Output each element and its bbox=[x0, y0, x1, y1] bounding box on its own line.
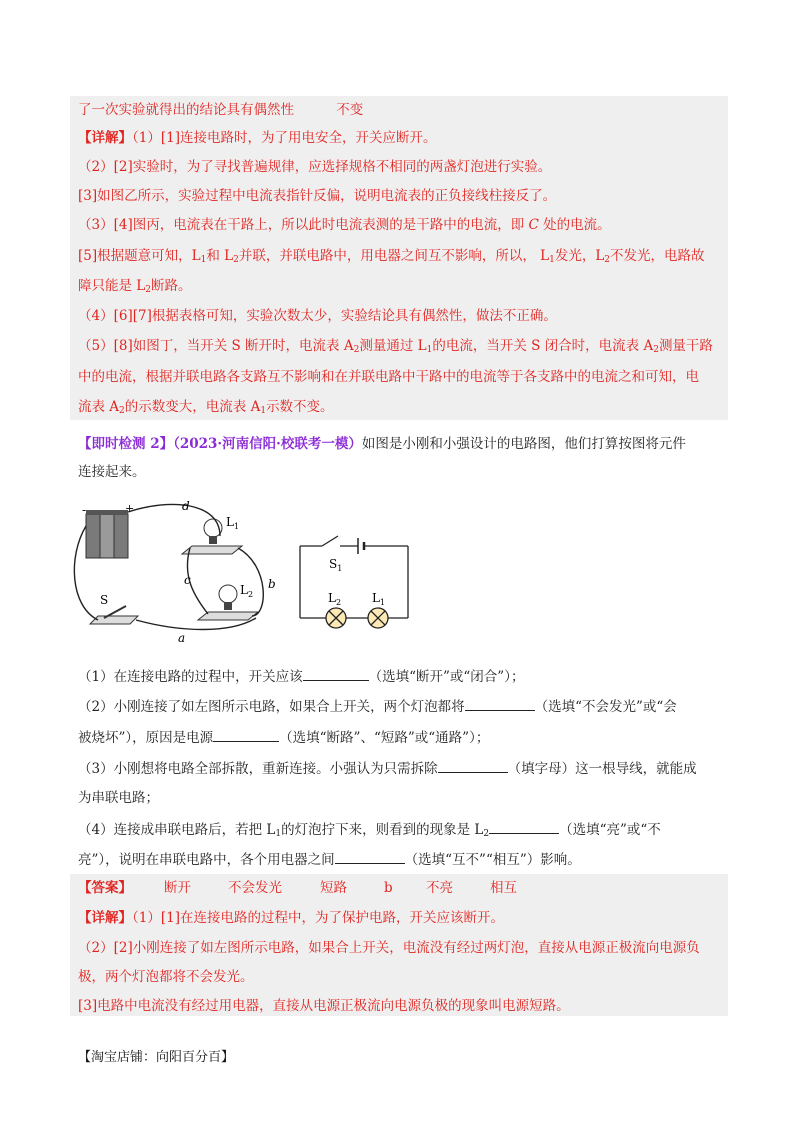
detail-text: 的电流，当开关 S 闭合时，电流表 A bbox=[432, 338, 654, 354]
detail-text: 的示数变大，电流表 A bbox=[124, 399, 261, 415]
detail-line-9 bbox=[78, 367, 699, 387]
detail-text: 处的电流。 bbox=[538, 217, 611, 233]
subq-2-cont bbox=[78, 727, 489, 748]
subq-text: （2）小刚连接了如左图所示电路，如果合上开关，两个灯泡都将 bbox=[78, 699, 465, 715]
detail2-line-1 bbox=[78, 908, 504, 928]
subq-3-cont bbox=[78, 788, 159, 808]
detail-text: [3]电路中电流没有经过用电器，直接从电源正极流向电源负极的现象叫电源短路。 bbox=[78, 998, 570, 1014]
detail2-line-3 bbox=[78, 967, 254, 987]
wire-b bbox=[238, 548, 263, 616]
footer-shop: 【淘宝店铺：向阳百分百】 bbox=[78, 1050, 235, 1065]
detail-line-10 bbox=[78, 397, 334, 421]
detail-text: （1）[1]连接电路时，为了用电安全，开关应断开。 bbox=[132, 130, 437, 146]
label-b: b bbox=[268, 577, 276, 591]
conclusion-line bbox=[78, 100, 363, 120]
minus-label: - bbox=[82, 503, 87, 517]
answer-row bbox=[78, 878, 517, 898]
detail-text: 中的电流，根据并联电路各支路互不影响和在并联电路中干路中的电流等于各支路中的电流之和可知，电 bbox=[78, 369, 699, 385]
detail-text: 示数不变。 bbox=[266, 399, 334, 415]
s-text: S bbox=[329, 557, 338, 571]
subq-text: （1）在连接电路的过程中，开关应该 bbox=[78, 669, 303, 685]
detail-text: [5]根据题意可知，L bbox=[78, 248, 201, 264]
question-header bbox=[78, 434, 686, 454]
detail-line-2 bbox=[78, 157, 551, 177]
answer-blank[interactable] bbox=[303, 666, 369, 681]
answer-tag: 【答案】 bbox=[78, 880, 132, 896]
question-source: （2023·河南信阳·校联考一模） bbox=[173, 436, 362, 452]
answer-blank[interactable] bbox=[438, 758, 508, 773]
subq-text: （选填“亮”或“不 bbox=[559, 822, 661, 838]
label-d: d bbox=[182, 499, 190, 513]
label-a: a bbox=[178, 631, 186, 645]
sub: 2 bbox=[483, 829, 490, 839]
sub: 2 bbox=[353, 345, 360, 355]
label-l2 bbox=[240, 583, 253, 599]
sub: 1 bbox=[260, 406, 267, 416]
subq-text: 为串联电路； bbox=[78, 790, 159, 806]
detail2-line-4 bbox=[78, 996, 570, 1016]
conclusion-text: 了一次实验就得出的结论具有偶然性 bbox=[78, 102, 294, 118]
detail-text: （5）[8]如图丁，当开关 S 断开时，电流表 A bbox=[78, 338, 354, 354]
subq-text: （填字母）这一根导线，就能成 bbox=[507, 761, 697, 777]
detail-text: 流表 A bbox=[78, 399, 120, 415]
detail-text: 并联，并联电路中，用电器之间互不影响，所以， L bbox=[238, 248, 550, 264]
subq-text: 的灯泡拧下来，则看到的现象是 L bbox=[281, 822, 484, 838]
l-text: L bbox=[328, 591, 336, 605]
sub: 1 bbox=[275, 829, 282, 839]
answer-blank[interactable] bbox=[335, 849, 405, 864]
detail-text: [3]如图乙所示，实验过程中电流表指针反偏，说明电流表的正负接线柱接反了。 bbox=[78, 188, 557, 204]
answer-blank[interactable] bbox=[489, 819, 559, 834]
detail-line-3 bbox=[78, 186, 556, 206]
detail-text: 极，两个灯泡都将不会发光。 bbox=[78, 969, 254, 985]
sub: 2 bbox=[247, 590, 254, 599]
detail-text: （3）[4]图丙，电流表在干路上，所以此时电流表测的是干路中的电流，即 bbox=[78, 217, 529, 233]
answer-blank[interactable] bbox=[465, 696, 535, 711]
subq-text: （选填“断路”、“短路”或“通路”）； bbox=[279, 730, 490, 746]
subq-4-cont bbox=[78, 849, 581, 870]
detail-text: （1）[1]在连接电路的过程中，为了保护电路，开关应该断开。 bbox=[132, 910, 504, 926]
schematic-label-l1 bbox=[372, 591, 385, 607]
subq-3 bbox=[78, 758, 697, 779]
subq-text: （选填“互不”“相互”）影响。 bbox=[404, 852, 581, 868]
subq-text: 被烧坏”），原因是电源 bbox=[78, 730, 214, 746]
label-s: S bbox=[100, 593, 109, 607]
detail-text: （4）[6][7]根据表格可知，实验次数太少，实验结论具有偶然性，做法不正确。 bbox=[78, 308, 557, 324]
sub: 2 bbox=[653, 345, 659, 355]
detail-text: 障只能是 L bbox=[78, 278, 146, 294]
detail-text: 测量干路 bbox=[658, 338, 713, 354]
detail-tag: 【详解】 bbox=[78, 130, 132, 146]
question-tag: 【即时检测 2】 bbox=[78, 436, 174, 452]
sub: 1 bbox=[549, 255, 555, 265]
sub: 2 bbox=[119, 406, 125, 416]
subq-text: （选填“断开”或“闭合”）； bbox=[368, 669, 525, 685]
l-text: L bbox=[240, 583, 248, 597]
l-text: L bbox=[372, 591, 380, 605]
point-c: C bbox=[528, 217, 539, 233]
detail2-line-2 bbox=[78, 938, 700, 958]
detail-line-1 bbox=[78, 128, 436, 148]
detail-line-8 bbox=[78, 336, 713, 360]
answer-value: 断开 bbox=[164, 880, 191, 896]
subq-text: （4）连接成串联电路后，若把 L bbox=[78, 822, 276, 838]
schematic-label-l2 bbox=[328, 591, 341, 607]
sub: 2 bbox=[233, 255, 239, 265]
answer-value: b bbox=[384, 880, 393, 896]
detail-line-4 bbox=[78, 215, 611, 235]
answer-value: 相互 bbox=[490, 880, 517, 896]
subq-2 bbox=[78, 696, 677, 717]
sub: 1 bbox=[379, 598, 386, 607]
switch-icon bbox=[90, 606, 138, 624]
detail-text: 断路。 bbox=[151, 278, 192, 294]
detail-text: 发光，L bbox=[554, 248, 605, 264]
sub: 2 bbox=[604, 255, 611, 265]
label-l1 bbox=[226, 515, 239, 531]
answer-value: 不亮 bbox=[426, 880, 453, 896]
question-line-2 bbox=[78, 462, 146, 482]
answer-value: 短路 bbox=[320, 880, 347, 896]
detail-text: （2）[2]小刚连接了如左图所示电路，如果合上开关，电流没有经过两灯泡，直接从电源正极流向电源负 bbox=[78, 940, 700, 956]
schematic-label-s1 bbox=[329, 557, 342, 573]
sub: 2 bbox=[145, 285, 151, 295]
plus-label: + bbox=[125, 502, 135, 515]
sub: 1 bbox=[426, 345, 433, 355]
label-c: c bbox=[184, 573, 191, 587]
sub: 2 bbox=[335, 598, 342, 607]
subq-text: （3）小刚想将电路全部拆散，重新连接。小强认为只需拆除 bbox=[78, 761, 438, 777]
detail-tag: 【详解】 bbox=[78, 910, 132, 926]
answer-blank[interactable] bbox=[213, 727, 279, 742]
l-text: L bbox=[226, 515, 234, 529]
sub: 1 bbox=[200, 255, 207, 265]
subq-1 bbox=[78, 666, 524, 687]
detail-line-6 bbox=[78, 276, 192, 300]
battery-icon bbox=[86, 510, 128, 558]
question-text: 连接起来。 bbox=[78, 464, 146, 480]
subq-text: 亮”），说明在串联电路中，各个用电器之间 bbox=[78, 852, 335, 868]
conclusion-answer: 不变 bbox=[336, 102, 364, 118]
detail-text: 不发光，电路故 bbox=[610, 248, 705, 264]
detail-line-5 bbox=[78, 246, 705, 270]
detail-text: 测量通过 L bbox=[359, 338, 427, 354]
sub: 1 bbox=[233, 522, 240, 531]
circuit-figure bbox=[70, 496, 410, 646]
subq-text: （选填“不会发光”或“会 bbox=[534, 699, 677, 715]
detail-text: （2）[2]实验时，为了寻找普遍规律，应选择规格不相同的两盏灯泡进行实验。 bbox=[78, 159, 552, 175]
subq-4 bbox=[78, 819, 661, 844]
detail-line-7 bbox=[78, 306, 557, 326]
question-text: 如图是小刚和小强设计的电路图，他们打算按图将元件 bbox=[361, 436, 686, 452]
detail-text: 和 L bbox=[206, 248, 234, 264]
answer-value: 不会发光 bbox=[228, 880, 282, 896]
schematic-diagram bbox=[300, 536, 408, 628]
sub: 1 bbox=[337, 564, 343, 573]
